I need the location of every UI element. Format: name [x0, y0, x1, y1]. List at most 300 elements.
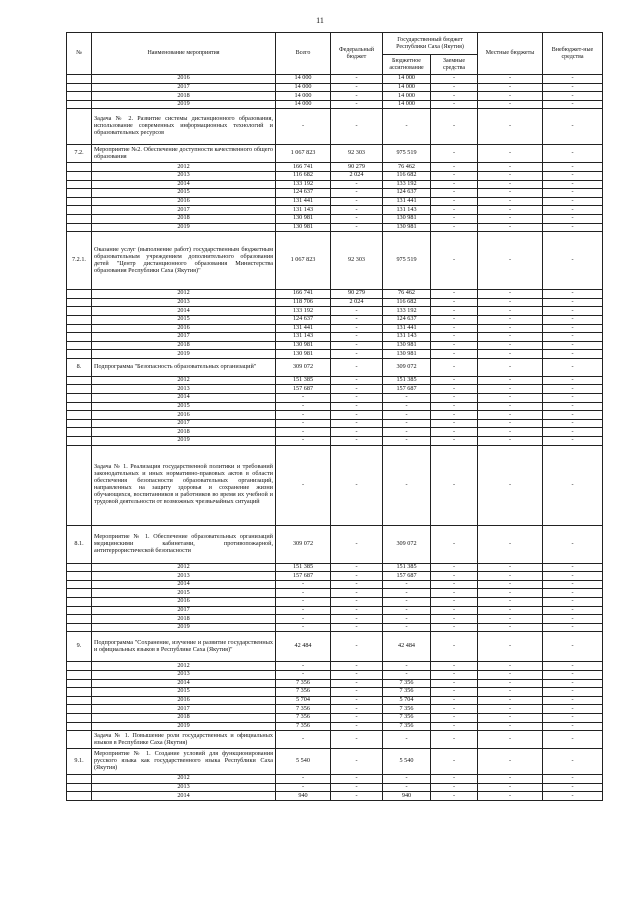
cell-total: 151 385	[276, 563, 331, 572]
cell-loans: -	[431, 731, 478, 749]
cell-budget: 151 385	[383, 563, 431, 572]
cell-total: 130 981	[276, 350, 331, 359]
cell-num	[67, 598, 92, 607]
cell-fed: -	[331, 428, 383, 437]
cell-loans: -	[431, 197, 478, 206]
cell-extra: -	[543, 411, 603, 420]
cell-budget: 116 682	[383, 298, 431, 307]
cell-fed: -	[331, 696, 383, 705]
cell-total: 133 192	[276, 307, 331, 316]
cell-extra: -	[543, 749, 603, 775]
cell-fed: -	[331, 792, 383, 801]
cell-extra: -	[543, 100, 603, 109]
cell-loans: -	[431, 589, 478, 598]
cell-budget: 76 462	[383, 290, 431, 299]
table-row	[67, 419, 603, 428]
cell-local: -	[478, 350, 543, 359]
cell-extra: -	[543, 713, 603, 722]
cell-num	[67, 670, 92, 679]
cell-extra: -	[543, 307, 603, 316]
cell-loans: -	[431, 688, 478, 697]
cell-total: 14 000	[276, 92, 331, 101]
cell-local: -	[478, 197, 543, 206]
cell-extra: -	[543, 445, 603, 525]
budget-table	[66, 32, 603, 801]
cell-budget: -	[383, 580, 431, 589]
cell-fed: -	[331, 713, 383, 722]
cell-total: 130 981	[276, 223, 331, 232]
cell-budget: 76 462	[383, 163, 431, 172]
cell-name: Задача № 1. Повышение роли государственных и официальных языков в Республике Саха (Якутия)	[92, 731, 276, 749]
cell-num	[67, 385, 92, 394]
cell-num	[67, 315, 92, 324]
cell-fed: -	[331, 385, 383, 394]
cell-extra: -	[543, 437, 603, 446]
table-row	[67, 705, 603, 714]
cell-num	[67, 180, 92, 189]
cell-year: 2015	[92, 402, 276, 411]
cell-extra: -	[543, 623, 603, 632]
cell-name: Мероприятие № 1. Создание условий для функционирования русского языка как государственного языка Республики Саха (Якутия)	[92, 749, 276, 775]
cell-extra: -	[543, 632, 603, 662]
cell-total: -	[276, 662, 331, 671]
cell-extra: -	[543, 145, 603, 163]
cell-extra: -	[543, 171, 603, 180]
cell-budget: -	[383, 437, 431, 446]
cell-extra: -	[543, 324, 603, 333]
cell-budget: 5 540	[383, 749, 431, 775]
cell-year: 2012	[92, 376, 276, 385]
cell-total: 7 356	[276, 713, 331, 722]
cell-fed: -	[331, 307, 383, 316]
cell-total: -	[276, 428, 331, 437]
cell-local: -	[478, 163, 543, 172]
cell-local: -	[478, 563, 543, 572]
cell-loans: -	[431, 163, 478, 172]
cell-loans: -	[431, 75, 478, 84]
cell-total: 157 687	[276, 572, 331, 581]
cell-name: Мероприятие №2. Обеспечение доступности качественного общего образования	[92, 145, 276, 163]
cell-extra: -	[543, 189, 603, 198]
cell-local: -	[478, 83, 543, 92]
cell-fed: -	[331, 670, 383, 679]
cell-local: -	[478, 402, 543, 411]
cell-fed: -	[331, 731, 383, 749]
cell-year: 2019	[92, 722, 276, 731]
cell-fed: 90 279	[331, 290, 383, 299]
cell-loans: -	[431, 324, 478, 333]
cell-year: 2016	[92, 324, 276, 333]
cell-budget: -	[383, 783, 431, 792]
cell-budget: 131 441	[383, 197, 431, 206]
cell-year: 2018	[92, 92, 276, 101]
table-row	[67, 589, 603, 598]
table-row	[67, 783, 603, 792]
cell-loans: -	[431, 670, 478, 679]
cell-budget: 116 682	[383, 171, 431, 180]
cell-budget: 7 356	[383, 713, 431, 722]
cell-num	[67, 92, 92, 101]
cell-extra: -	[543, 783, 603, 792]
cell-fed: -	[331, 598, 383, 607]
cell-fed: -	[331, 722, 383, 731]
cell-extra: -	[543, 109, 603, 145]
cell-local: -	[478, 290, 543, 299]
cell-total: -	[276, 623, 331, 632]
cell-loans: -	[431, 385, 478, 394]
table-row-item	[67, 445, 603, 525]
cell-loans: -	[431, 749, 478, 775]
cell-budget: -	[383, 606, 431, 615]
cell-extra: -	[543, 670, 603, 679]
header-state-budget: Бюджетное ассигнование	[383, 55, 431, 75]
table-row	[67, 100, 603, 109]
cell-budget: 131 143	[383, 333, 431, 342]
cell-budget: 975 519	[383, 145, 431, 163]
cell-num	[67, 402, 92, 411]
cell-num	[67, 623, 92, 632]
cell-year: 2018	[92, 214, 276, 223]
table-row	[67, 563, 603, 572]
cell-loans: -	[431, 358, 478, 376]
cell-extra: -	[543, 223, 603, 232]
cell-num	[67, 688, 92, 697]
cell-loans: -	[431, 525, 478, 563]
cell-year: 2014	[92, 307, 276, 316]
cell-year: 2017	[92, 206, 276, 215]
page-number: 11	[316, 16, 324, 25]
cell-local: -	[478, 100, 543, 109]
cell-loans: -	[431, 180, 478, 189]
cell-loans: -	[431, 623, 478, 632]
cell-fed: -	[331, 206, 383, 215]
cell-num	[67, 722, 92, 731]
cell-loans: -	[431, 713, 478, 722]
cell-fed: -	[331, 623, 383, 632]
header-state: Государственный бюджет Республики Саха (Якутия)	[383, 33, 478, 55]
cell-num	[67, 75, 92, 84]
cell-budget: -	[383, 662, 431, 671]
cell-total: -	[276, 419, 331, 428]
cell-num	[67, 606, 92, 615]
cell-year: 2018	[92, 713, 276, 722]
cell-extra: -	[543, 731, 603, 749]
cell-extra: -	[543, 163, 603, 172]
cell-loans: -	[431, 696, 478, 705]
cell-extra: -	[543, 705, 603, 714]
cell-fed: -	[331, 350, 383, 359]
cell-fed: -	[331, 394, 383, 403]
table-row-item	[67, 525, 603, 563]
cell-year: 2014	[92, 394, 276, 403]
cell-num	[67, 563, 92, 572]
cell-local: -	[478, 696, 543, 705]
cell-num: 9.	[67, 632, 92, 662]
table-row	[67, 307, 603, 316]
cell-num	[67, 163, 92, 172]
cell-loans: -	[431, 171, 478, 180]
cell-name: Задача № 1. Реализация государственной политики и требований законодательных и иных нормативно-правовых актов в области обеспечения безопасности образовательных организаций, направленных на защиту здоровья и сохранение жизни обучающихся, воспитанников и работников во время их учебной и трудовой деятельности от возможных чрезвычайных ситуаций	[92, 445, 276, 525]
cell-loans: -	[431, 598, 478, 607]
cell-budget: 7 356	[383, 679, 431, 688]
cell-extra: -	[543, 394, 603, 403]
cell-local: -	[478, 572, 543, 581]
cell-year: 2015	[92, 315, 276, 324]
cell-local: -	[478, 775, 543, 784]
cell-num	[67, 324, 92, 333]
cell-num	[67, 350, 92, 359]
cell-local: -	[478, 679, 543, 688]
cell-year: 2018	[92, 428, 276, 437]
table-row	[67, 670, 603, 679]
table-row	[67, 402, 603, 411]
cell-year: 2017	[92, 83, 276, 92]
cell-fed: -	[331, 402, 383, 411]
cell-local: -	[478, 419, 543, 428]
cell-extra: -	[543, 615, 603, 624]
cell-fed: -	[331, 92, 383, 101]
cell-local: -	[478, 792, 543, 801]
cell-total: 1 067 823	[276, 232, 331, 290]
cell-fed: -	[331, 783, 383, 792]
cell-total: 1 067 823	[276, 145, 331, 163]
table-row	[67, 411, 603, 420]
cell-total: 309 072	[276, 358, 331, 376]
cell-total: -	[276, 598, 331, 607]
table-row	[67, 171, 603, 180]
cell-total: 124 637	[276, 189, 331, 198]
cell-local: -	[478, 749, 543, 775]
cell-budget: 151 385	[383, 376, 431, 385]
cell-num	[67, 83, 92, 92]
cell-local: -	[478, 358, 543, 376]
cell-extra: -	[543, 75, 603, 84]
cell-budget: -	[383, 109, 431, 145]
cell-loans: -	[431, 100, 478, 109]
cell-name: Мероприятие № 1. Обеспечение образовательных организаций медицинскими кабинетами, противопожарной, антитеррористической безопасности	[92, 525, 276, 563]
cell-local: -	[478, 333, 543, 342]
cell-loans: -	[431, 580, 478, 589]
cell-num	[67, 437, 92, 446]
cell-extra: -	[543, 180, 603, 189]
cell-year: 2016	[92, 696, 276, 705]
cell-fed: -	[331, 705, 383, 714]
cell-loans: -	[431, 206, 478, 215]
cell-fed: 92 303	[331, 145, 383, 163]
header-extra: Внебюджет-ные средства	[543, 33, 603, 75]
header-num: №	[67, 33, 92, 75]
cell-loans: -	[431, 615, 478, 624]
cell-fed: 2 024	[331, 171, 383, 180]
cell-local: -	[478, 731, 543, 749]
cell-year: 2014	[92, 792, 276, 801]
cell-total: -	[276, 445, 331, 525]
cell-budget: 130 981	[383, 214, 431, 223]
cell-fed: -	[331, 83, 383, 92]
table-row	[67, 662, 603, 671]
cell-fed: -	[331, 580, 383, 589]
cell-total: 309 072	[276, 525, 331, 563]
cell-year: 2013	[92, 670, 276, 679]
cell-budget: -	[383, 411, 431, 420]
cell-extra: -	[543, 376, 603, 385]
cell-local: -	[478, 206, 543, 215]
cell-budget: -	[383, 775, 431, 784]
cell-extra: -	[543, 197, 603, 206]
cell-local: -	[478, 180, 543, 189]
cell-local: -	[478, 670, 543, 679]
cell-fed: -	[331, 679, 383, 688]
cell-loans: -	[431, 783, 478, 792]
cell-num	[67, 783, 92, 792]
cell-budget: -	[383, 598, 431, 607]
cell-local: -	[478, 145, 543, 163]
cell-num: 9.1.	[67, 749, 92, 775]
table-row	[67, 290, 603, 299]
cell-loans: -	[431, 775, 478, 784]
cell-loans: -	[431, 290, 478, 299]
cell-year: 2013	[92, 783, 276, 792]
cell-extra: -	[543, 525, 603, 563]
table-row-item	[67, 145, 603, 163]
cell-extra: -	[543, 206, 603, 215]
cell-budget: 133 192	[383, 180, 431, 189]
cell-loans: -	[431, 394, 478, 403]
cell-fed: -	[331, 109, 383, 145]
cell-local: -	[478, 75, 543, 84]
cell-total: 42 484	[276, 632, 331, 662]
cell-year: 2014	[92, 180, 276, 189]
cell-num	[67, 713, 92, 722]
cell-year: 2012	[92, 775, 276, 784]
cell-local: -	[478, 315, 543, 324]
table-row	[67, 606, 603, 615]
cell-name: Подпрограмма "Безопасность образовательных организаций"	[92, 358, 276, 376]
table-row-item	[67, 109, 603, 145]
cell-total: 5 540	[276, 749, 331, 775]
cell-budget: 940	[383, 792, 431, 801]
cell-num	[67, 189, 92, 198]
cell-extra: -	[543, 341, 603, 350]
cell-budget: 157 687	[383, 385, 431, 394]
table-row	[67, 580, 603, 589]
cell-num	[67, 341, 92, 350]
cell-year: 2012	[92, 163, 276, 172]
cell-extra: -	[543, 333, 603, 342]
table-row	[67, 180, 603, 189]
cell-total: 124 637	[276, 315, 331, 324]
table-row	[67, 394, 603, 403]
cell-local: -	[478, 580, 543, 589]
cell-loans: -	[431, 232, 478, 290]
cell-total: 131 143	[276, 333, 331, 342]
cell-year: 2016	[92, 197, 276, 206]
cell-total: 940	[276, 792, 331, 801]
cell-local: -	[478, 214, 543, 223]
cell-total: -	[276, 411, 331, 420]
cell-extra: -	[543, 350, 603, 359]
cell-fed: -	[331, 315, 383, 324]
cell-year: 2016	[92, 598, 276, 607]
cell-num	[67, 290, 92, 299]
cell-year: 2019	[92, 623, 276, 632]
cell-loans: -	[431, 445, 478, 525]
cell-loans: -	[431, 92, 478, 101]
header-local: Местные бюджеты	[478, 33, 543, 75]
cell-loans: -	[431, 437, 478, 446]
cell-year: 2012	[92, 290, 276, 299]
table-body	[67, 75, 603, 801]
cell-budget: 14 000	[383, 100, 431, 109]
cell-loans: -	[431, 662, 478, 671]
cell-loans: -	[431, 214, 478, 223]
cell-year: 2017	[92, 419, 276, 428]
table-row	[67, 679, 603, 688]
cell-year: 2019	[92, 223, 276, 232]
cell-fed: -	[331, 662, 383, 671]
cell-year: 2014	[92, 580, 276, 589]
cell-num	[67, 109, 92, 145]
cell-budget: 14 000	[383, 75, 431, 84]
cell-extra: -	[543, 679, 603, 688]
cell-local: -	[478, 307, 543, 316]
cell-num	[67, 428, 92, 437]
cell-local: -	[478, 223, 543, 232]
cell-fed: -	[331, 180, 383, 189]
table-header	[67, 33, 603, 75]
cell-fed: -	[331, 358, 383, 376]
cell-extra: -	[543, 572, 603, 581]
cell-fed: -	[331, 324, 383, 333]
cell-fed: -	[331, 223, 383, 232]
cell-fed: -	[331, 197, 383, 206]
cell-extra: -	[543, 792, 603, 801]
table-row	[67, 623, 603, 632]
table-row	[67, 298, 603, 307]
cell-total: 7 356	[276, 679, 331, 688]
cell-fed: -	[331, 419, 383, 428]
table-row	[67, 615, 603, 624]
cell-fed: -	[331, 445, 383, 525]
cell-loans: -	[431, 411, 478, 420]
cell-local: -	[478, 705, 543, 714]
cell-total: 7 356	[276, 705, 331, 714]
cell-loans: -	[431, 189, 478, 198]
table-row	[67, 189, 603, 198]
cell-total: 166 741	[276, 163, 331, 172]
cell-fed: 2 024	[331, 298, 383, 307]
cell-total: 131 441	[276, 324, 331, 333]
cell-total: 133 192	[276, 180, 331, 189]
cell-fed: 92 303	[331, 232, 383, 290]
cell-year: 2017	[92, 606, 276, 615]
table-row-item	[67, 749, 603, 775]
table-row	[67, 376, 603, 385]
cell-total: 151 385	[276, 376, 331, 385]
cell-total: 7 356	[276, 688, 331, 697]
cell-extra: -	[543, 722, 603, 731]
cell-budget: 14 000	[383, 92, 431, 101]
cell-fed: -	[331, 333, 383, 342]
cell-local: -	[478, 623, 543, 632]
cell-total: 7 356	[276, 722, 331, 731]
cell-fed: -	[331, 341, 383, 350]
cell-year: 2017	[92, 333, 276, 342]
cell-year: 2019	[92, 437, 276, 446]
table-row	[67, 792, 603, 801]
cell-num	[67, 731, 92, 749]
cell-year: 2018	[92, 615, 276, 624]
